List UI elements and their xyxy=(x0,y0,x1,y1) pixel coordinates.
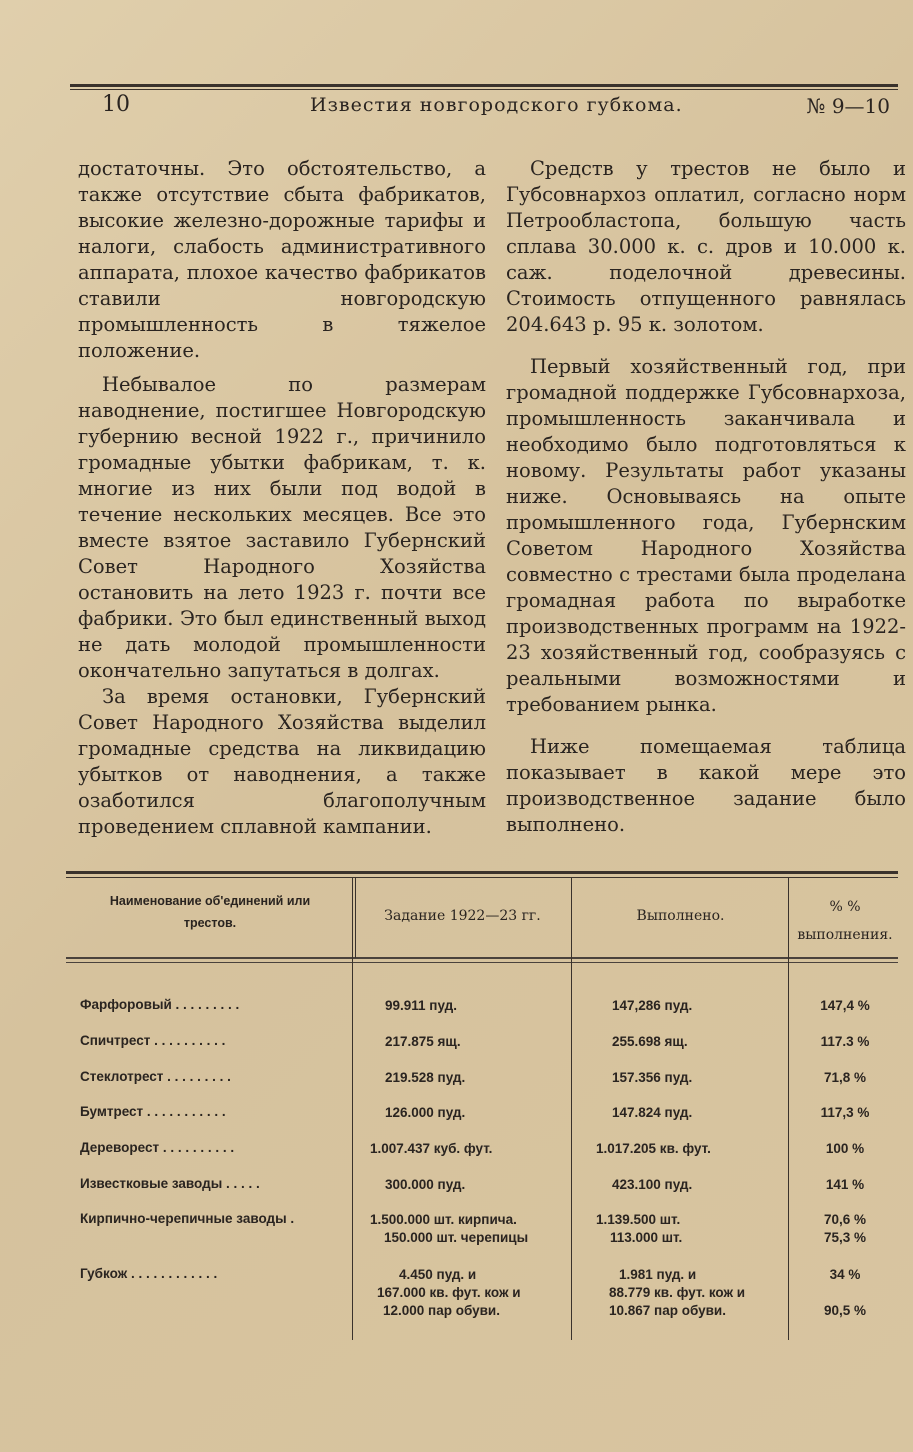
paragraph: За время остановки, Губернский Совет Народного Хозяйства выделил громадные средства на ликвидацию убытков от наводнения, а также озаботился благополучным проведением сплавной кампании. xyxy=(78,685,486,838)
header-rule-thin xyxy=(70,89,898,90)
header-name-line2: трестов. xyxy=(183,916,237,930)
row-done-line: 1.981 пуд. и xyxy=(619,1267,697,1282)
header-rule xyxy=(70,84,898,87)
row-done: 1.017.205 кв. фут. xyxy=(596,1141,711,1156)
table-header-rule xyxy=(66,957,898,959)
row-name: Стеклотрест . . . . . . . . . xyxy=(80,1069,231,1084)
header-task: Задание 1922—23 гг. xyxy=(384,908,541,924)
table-row xyxy=(70,1176,898,1206)
row-name: Дереворест . . . . . . . . . . xyxy=(80,1140,235,1155)
row-pct xyxy=(795,1266,895,1320)
header-done: Выполнено. xyxy=(636,908,725,924)
row-name: Губкож . . . . . . . . . . . . xyxy=(80,1266,218,1281)
row-done-line: 88.779 кв. фут. кож и xyxy=(609,1285,746,1300)
table-row xyxy=(70,1266,898,1326)
header-pct-line1: % % xyxy=(829,899,861,915)
row-done-line: 113.000 шт. xyxy=(610,1230,683,1245)
row-pct: 117.3 % xyxy=(820,1034,870,1049)
row-pct: 71,8 % xyxy=(823,1070,867,1085)
row-task-line: 12.000 пар обуви. xyxy=(383,1303,500,1318)
table-row xyxy=(70,997,898,1027)
row-task: 1.007.437 куб. фут. xyxy=(370,1141,493,1156)
row-done: 157.356 пуд. xyxy=(612,1070,693,1085)
row-pct: 117,3 % xyxy=(820,1105,870,1120)
row-name: Спичтрест . . . . . . . . . . xyxy=(80,1033,226,1048)
paragraph: Небывалое по размерам наводнение, постигшее Новгородскую губернию весной 1922 г., причинило громадные убытки фабрикам, т. к. многие из них были под водой в течение нескольких месяцев. Все это вместе взятое заставило Губернский Совет Народного Хозяйства остановить на лето 1923 г. почти все фабрики. Это был единственный выход не дать молодой промышленности окончательно запутаться в долгах. xyxy=(78,373,486,682)
row-done: 255.698 ящ. xyxy=(612,1034,688,1049)
column-divider xyxy=(355,878,356,958)
paragraph: достаточны. Это обстоятельство, а также отсутствие сбыта фабрикатов, высокие железно-дорожные тарифы и налоги, слабость административного аппарата, плохое качество фабрикатов ставили новгородскую промышленность в тяжелое положение. xyxy=(78,157,486,362)
row-task-line: 1.500.000 шт. кирпича. xyxy=(370,1212,517,1227)
row-task: 126.000 пуд. xyxy=(385,1105,466,1120)
right-column xyxy=(506,156,906,838)
row-task: 217.875 ящ. xyxy=(385,1034,461,1049)
header-pct-line2: выполнения. xyxy=(797,927,893,943)
row-done-line: 10.867 пар обуви. xyxy=(609,1303,726,1318)
row-task-line: 167.000 кв. фут. кож и xyxy=(377,1285,521,1300)
row-pct: 147,4 % xyxy=(820,998,870,1013)
row-task: 99.911 пуд. xyxy=(385,998,457,1013)
publication-title: Известия новгородского губкома. xyxy=(310,94,683,116)
row-pct-line xyxy=(795,1284,895,1302)
header-name xyxy=(80,890,340,934)
page-number: 10 xyxy=(102,92,130,117)
row-name: Известковые заводы . . . . . xyxy=(80,1176,260,1191)
row-task: 300.000 пуд. xyxy=(385,1177,466,1192)
row-task xyxy=(370,1211,580,1247)
left-column xyxy=(78,156,486,840)
paragraph: Средств у трестов не было и Губсовнархоз оплатил, согласно норм Петрообластопа, большую часть сплава 30.000 к. с. дров и 10.000 к. саж. поделочной древесины. Стоимость отпущенного равнялась 204.643 р. 95 к. золотом. xyxy=(506,157,906,336)
row-pct: 141 % xyxy=(825,1177,865,1192)
row-pct-line: 90,5 % xyxy=(823,1303,867,1318)
row-name: Бумтрест . . . . . . . . . . . xyxy=(80,1104,226,1119)
row-pct-line: 75,3 % xyxy=(823,1230,867,1245)
row-done xyxy=(596,1211,796,1247)
row-task xyxy=(365,1266,575,1320)
row-done: 423.100 пуд. xyxy=(612,1177,693,1192)
row-pct-line: 70,6 % xyxy=(823,1212,867,1227)
table-row xyxy=(70,1104,898,1134)
row-pct: 100 % xyxy=(825,1141,865,1156)
row-pct-line: 34 % xyxy=(829,1267,861,1282)
table-row xyxy=(70,1140,898,1170)
paragraph: Первый хозяйственный год, при громадной поддержке Губсовнархоза, промышленность заканчивала и необходимо было подготовляться к новому. Результаты работ указаны ниже. Основываясь на опыте промышленного года, Губернским Советом Народного Хозяйства совместно с трестами была проделана громадная работа по выработке производственных программ на 1922-23 хозяйственный год, сообразуясь с реальными возможностями и требованием рынка. xyxy=(506,355,906,716)
row-done: 147.824 пуд. xyxy=(612,1105,693,1120)
row-done xyxy=(605,1266,805,1320)
page-header xyxy=(70,92,898,120)
row-task-line: 150.000 шт. черепицы xyxy=(384,1230,529,1245)
table-top-rule xyxy=(66,871,898,874)
paragraph: Ниже помещаемая таблица показывает в какой мере это производственное задание было выполнено. xyxy=(506,735,906,836)
row-task: 219.528 пуд. xyxy=(385,1070,466,1085)
table-header-rule-thin xyxy=(66,962,898,963)
header-pct xyxy=(792,893,898,949)
header-name-line1: Наименование об'единений или xyxy=(109,894,311,908)
row-pct xyxy=(795,1211,895,1247)
table-row xyxy=(70,1069,898,1099)
table-row xyxy=(70,1033,898,1063)
row-name: Кирпично-черепичные заводы . xyxy=(80,1211,295,1226)
row-task-line: 4.450 пуд. и xyxy=(399,1267,477,1282)
table-row xyxy=(70,1211,898,1251)
table-top-rule-thin xyxy=(66,877,898,878)
row-done-line: 1.139.500 шт. xyxy=(596,1212,681,1227)
row-name: Фарфоровый . . . . . . . . . xyxy=(80,997,240,1012)
issue-number: № 9—10 xyxy=(806,94,890,118)
row-done: 147,286 пуд. xyxy=(612,998,693,1013)
